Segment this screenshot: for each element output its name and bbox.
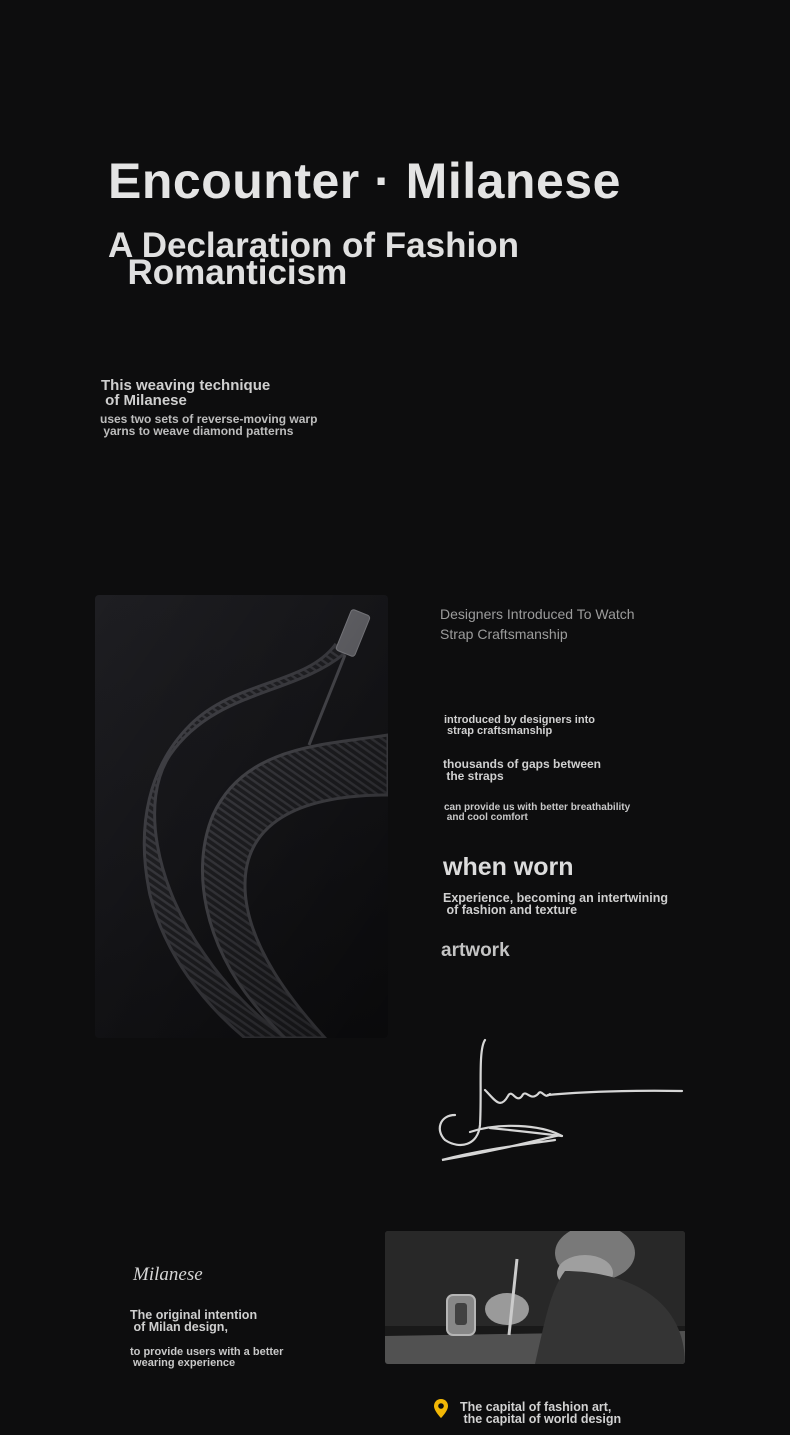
milanese-script-title: Milanese (133, 1264, 203, 1285)
capital-caption: The capital of fashion art, the capital of world design (460, 1400, 622, 1426)
hero-title: Encounter · Milanese (108, 153, 621, 209)
hero-subtitle: A Declaration of Fashion Romanticism (108, 226, 519, 292)
design-para-3: can provide us with better breathability and cool comfort (444, 802, 631, 823)
design-para-2: thousands of gaps between the straps (443, 757, 602, 783)
original-intention-text: The original intention of Milan design, (130, 1308, 258, 1334)
weaving-heading: This weaving technique of Milanese (101, 377, 271, 409)
experience-text: Experience, becoming an intertwining of fashion and texture (443, 891, 669, 917)
artwork-text: artwork (441, 940, 510, 961)
location-pin-icon (433, 1398, 449, 1425)
provide-experience-text: to provide users with a better wearing experience (130, 1346, 284, 1369)
craftsman-photo (385, 1231, 685, 1364)
when-worn-text: when worn (443, 853, 574, 881)
weaving-body: uses two sets of reverse-moving warp yarns to weave diamond patterns (100, 412, 318, 438)
designers-heading: Designers Introduced To Watch Strap Craftsmanship (440, 606, 635, 642)
design-para-1: introduced by designers into strap craftsmanship (444, 714, 595, 737)
designer-signature (430, 1030, 690, 1175)
milanese-strap-image (95, 595, 388, 1038)
